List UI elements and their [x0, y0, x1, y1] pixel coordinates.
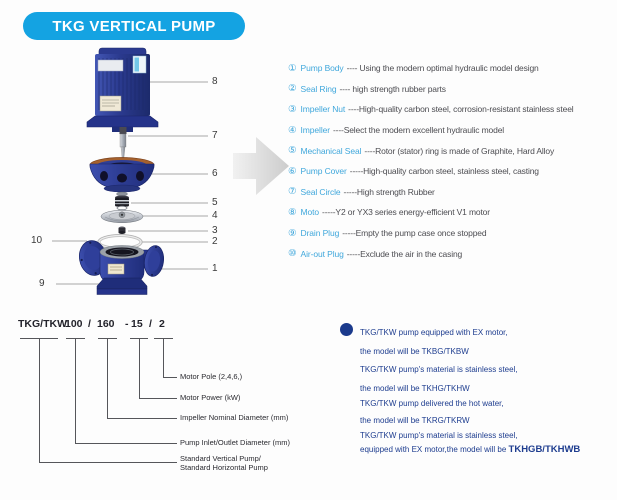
part-description: -----Empty the pump case once stopped	[342, 228, 487, 239]
parts-list-item	[288, 58, 574, 79]
part-description: -----High strength Rubber	[343, 186, 435, 197]
code-label-standard-horizontal: Standard Horizontal Pump	[180, 463, 268, 472]
part-number-badge: ⑩	[288, 248, 297, 260]
callout-8: 8	[212, 76, 218, 87]
note-line: TKG/TKW pump's material is stainless steel,	[360, 431, 518, 440]
code-connector	[39, 462, 177, 463]
model-code-segment: /	[149, 318, 152, 330]
part-name: Seal Circle	[300, 186, 341, 197]
part-number-badge: ④	[288, 124, 297, 136]
code-label-inlet-outlet: Pump Inlet/Outlet Diameter (mm)	[180, 438, 291, 447]
part-name: Impeller Nut	[300, 104, 346, 115]
code-connector	[39, 338, 40, 462]
code-connector	[107, 338, 108, 418]
callout-9: 9	[39, 278, 45, 289]
code-label-standard-vertical: Standard Vertical Pump/	[180, 454, 261, 463]
model-code-segment: 100	[65, 318, 83, 330]
part-name: Air-out Plug	[300, 248, 344, 259]
bullet-icon	[340, 323, 353, 336]
note-line: TKG/TKW pump's material is stainless steel,	[360, 365, 518, 374]
pump-body-label	[108, 264, 124, 274]
code-connector	[107, 418, 177, 419]
part-description: ---- Using the modern optimal hydraulic model design	[346, 63, 539, 74]
note-line: the model will be TKRG/TKRW	[360, 416, 470, 425]
part-number-badge: ⑤	[288, 145, 297, 157]
code-connector	[163, 338, 164, 377]
callout-4: 4	[212, 210, 218, 221]
parts-list	[288, 58, 574, 264]
part-description: -----Y2 or YX3 series energy-efficient V1 motor	[322, 207, 490, 218]
part-number-badge: ③	[288, 103, 297, 115]
motor-shaft	[120, 127, 127, 159]
motor-nameplate	[100, 96, 121, 111]
code-label-motor-power: Motor Power (kW)	[180, 393, 241, 402]
callout-3: 3	[212, 225, 218, 236]
parts-list-item	[288, 202, 574, 223]
parts-list-item	[288, 161, 574, 182]
note-line: TKG/TKW pump equipped with EX motor,	[360, 328, 508, 337]
motor-bracket	[90, 158, 154, 193]
parts-list-item	[288, 79, 574, 100]
pump-body	[77, 238, 166, 294]
pump-exploded-diagram	[0, 40, 300, 305]
pump-base	[97, 278, 147, 289]
part-number-badge: ⑦	[288, 186, 297, 198]
part-number-badge: ⑧	[288, 206, 297, 218]
parts-list-item	[288, 243, 574, 264]
parts-list-item	[288, 182, 574, 203]
part-name: Seal Ring	[300, 83, 337, 94]
model-code-segment: 2	[159, 318, 165, 330]
part-name: Moto	[300, 207, 320, 218]
page-title: TKG VERTICAL PUMP	[52, 17, 216, 35]
model-code-segment: 15	[131, 318, 143, 330]
part-number-badge: ①	[288, 62, 297, 74]
impeller	[101, 210, 143, 222]
model-code-segment: TKG/TKW	[18, 318, 67, 330]
code-connector	[139, 398, 177, 399]
parts-list-item	[288, 140, 574, 161]
code-connector	[75, 338, 76, 443]
part-description: ----High-quality carbon steel, corrosion-resistant stainless steel	[348, 104, 574, 115]
part-number-badge: ②	[288, 83, 297, 95]
motor	[87, 48, 158, 132]
parts-list-item	[288, 120, 574, 141]
part-description: -----Exclude the air in the casing	[346, 248, 463, 259]
callout-1: 1	[212, 263, 218, 274]
code-label-motor-pole: Motor Pole (2,4,6,)	[180, 372, 243, 381]
note-text: equipped with EX motor,the model will be	[360, 445, 509, 454]
part-name: Impeller	[300, 125, 330, 136]
note-line	[360, 444, 580, 455]
note-line: the model will be TKHG/TKHW	[360, 384, 470, 393]
note-line: TKG/TKW pump delivered the hot water,	[360, 399, 504, 408]
code-label-impeller-diameter: Impeller Nominal Diameter (mm)	[180, 413, 289, 422]
impeller-nut	[119, 227, 126, 235]
code-connector	[139, 338, 140, 398]
mechanical-seal	[115, 192, 129, 212]
callout-6: 6	[212, 168, 218, 179]
callout-10: 10	[31, 235, 43, 246]
model-code-segment: -	[125, 318, 129, 330]
model-code-segment: /	[88, 318, 91, 330]
note-bold-model: TKHGB/TKHWB	[508, 444, 581, 455]
part-description: -----High-quality carbon steel, stainless steel, casting	[349, 166, 539, 177]
parts-list-item	[288, 99, 574, 120]
code-connector	[75, 443, 177, 444]
page-title-banner	[23, 12, 245, 40]
part-number-badge: ⑨	[288, 227, 297, 239]
part-name: Pump Body	[300, 63, 344, 74]
motor-top-label	[98, 60, 123, 71]
part-description: ---- high strength rubber parts	[339, 83, 446, 94]
part-name: Pump Cover	[300, 166, 347, 177]
part-number-badge: ⑥	[288, 165, 297, 177]
parts-list-item	[288, 223, 574, 244]
right-arrow-icon	[233, 137, 289, 195]
callout-5: 5	[212, 197, 218, 208]
part-name: Drain Plug	[300, 228, 340, 239]
part-description: ----Rotor (stator) ring is made of Graphite, Hard Alloy	[364, 145, 555, 156]
callout-2: 2	[212, 236, 218, 247]
part-description: ----Select the modern excellent hydraulic model	[332, 125, 505, 136]
model-code-segment: 160	[97, 318, 115, 330]
part-name: Mechanical Seal	[300, 145, 362, 156]
note-line: the model will be TKBG/TKBW	[360, 347, 469, 356]
callout-7: 7	[212, 130, 218, 141]
code-connector	[163, 377, 177, 378]
